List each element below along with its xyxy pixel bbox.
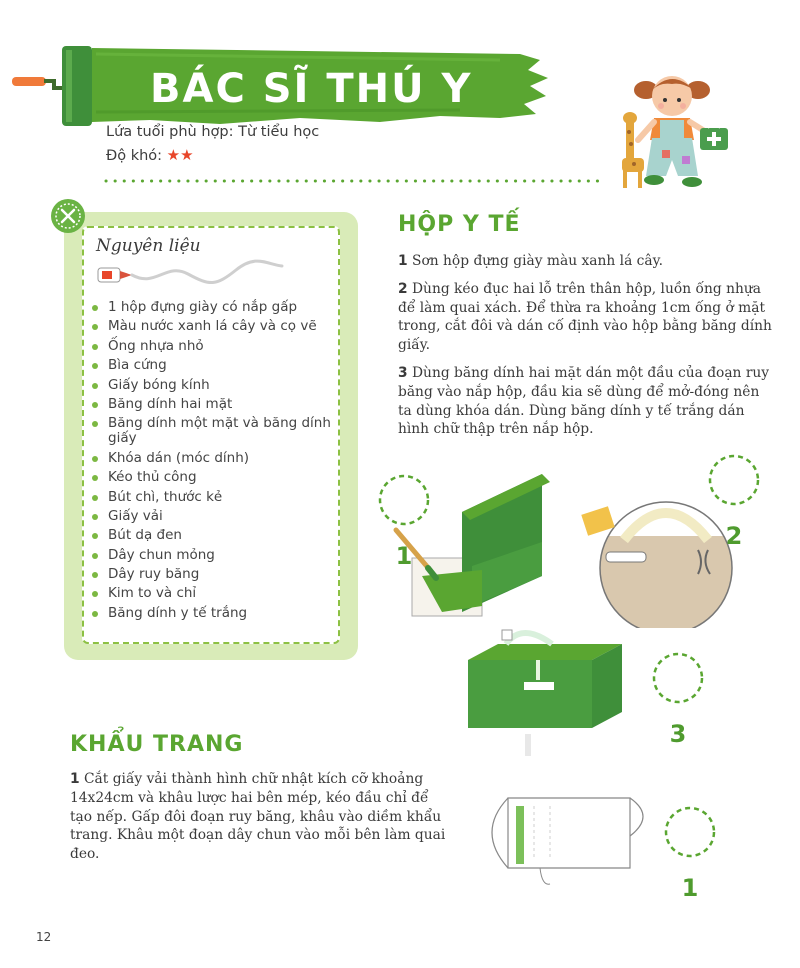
material-item: Kéo thủ công xyxy=(92,470,332,485)
step-number: 3 xyxy=(398,364,408,381)
roller-handle xyxy=(12,77,46,86)
difficulty-label: Độ khó: xyxy=(106,148,163,164)
materials-list xyxy=(92,300,332,625)
material-item: Dây chun mỏng xyxy=(92,548,332,563)
giraffe-toy-icon xyxy=(622,112,644,188)
medical-box-heading: HỘP Y TẾ xyxy=(398,212,521,237)
page-number: 12 xyxy=(36,930,52,944)
difficulty-stars: ★★ xyxy=(166,146,194,164)
difficulty xyxy=(106,146,194,164)
material-item: Ống nhựa nhỏ xyxy=(92,339,332,354)
instruction-step xyxy=(398,364,774,439)
step-number: 1 xyxy=(70,771,80,787)
instruction-step xyxy=(398,252,774,271)
step-badge-2: 2 xyxy=(708,454,760,506)
vet-kid-illustration xyxy=(612,60,732,200)
material-item: 1 hộp đựng giày có nắp gấp xyxy=(92,300,332,315)
instruction-step xyxy=(398,280,774,355)
instruction-step xyxy=(70,770,450,864)
material-item: Băng dính một mặt và băng dính giấy xyxy=(92,416,332,446)
step-badge-3: 3 xyxy=(652,652,704,704)
page-title: BÁC SĨ THÚ Y xyxy=(150,66,473,112)
material-item: Dây ruy băng xyxy=(92,567,332,582)
step-text: Cắt giấy vải thành hình chữ nhật kích cỡ khoảng 14x24cm và khâu lược hai bên mép, kéo đầu chỉ để tạo nếp. Gấp đôi đoạn ruy băng, khâu vào diềm khẩu trang. Khâu một đoạn dây chun vào mỗi bên làm quai đeo. xyxy=(70,771,446,863)
material-item: Bút dạ đen xyxy=(92,528,332,543)
step-text: Dùng băng dính hai mặt dán một đầu của đoạn ruy băng vào nắp hộp, đầu kia sẽ dùng để mở-đóng nên ta dùng khóa dán. Dùng băng dính y tế trắng dán hình chữ thập trên nắp hộp. xyxy=(398,364,770,438)
step-number: 1 xyxy=(398,253,408,269)
step-badge-1: 1 xyxy=(378,474,430,526)
material-item: Khóa dán (móc dính) xyxy=(92,451,332,466)
material-item: Kim to và chỉ xyxy=(92,586,332,601)
needle-badge-icon xyxy=(50,198,86,234)
material-item: Băng dính hai mặt xyxy=(92,397,332,412)
material-item: Màu nước xanh lá cây và cọ vẽ xyxy=(92,319,332,334)
step-text: Dùng kéo đục hai lỗ trên thân hộp, luồn ống nhựa để làm quai xách. Để thừa ra khoảng 1cm ống ở mặt trong, cắt đôi và dán cố định vào hộp bằng băng dính giấy. xyxy=(398,280,772,354)
step-number: 2 xyxy=(398,280,408,297)
mask-heading: KHẨU TRANG xyxy=(70,732,244,757)
finished-box-illustration xyxy=(462,624,634,774)
mask-step-badge-1: 1 xyxy=(664,806,716,858)
dotted-divider xyxy=(104,176,604,186)
step-text: Sơn hộp đựng giày màu xanh lá cây. xyxy=(412,253,663,269)
material-item: Bìa cứng xyxy=(92,358,332,373)
materials-title: Nguyên liệu xyxy=(96,236,201,256)
mask-steps xyxy=(70,770,450,864)
material-item: Giấy vải xyxy=(92,509,332,524)
material-item: Băng dính y tế trắng xyxy=(92,606,332,621)
material-item: Bút chì, thước kẻ xyxy=(92,490,332,505)
tape-icon xyxy=(581,506,614,536)
mask-illustration xyxy=(480,776,650,896)
age-suitability: Lứa tuổi phù hợp: Từ tiểu học xyxy=(106,124,320,140)
medical-box-steps xyxy=(398,252,774,448)
glue-tube-icon xyxy=(96,256,286,296)
material-item: Giấy bóng kính xyxy=(92,378,332,393)
